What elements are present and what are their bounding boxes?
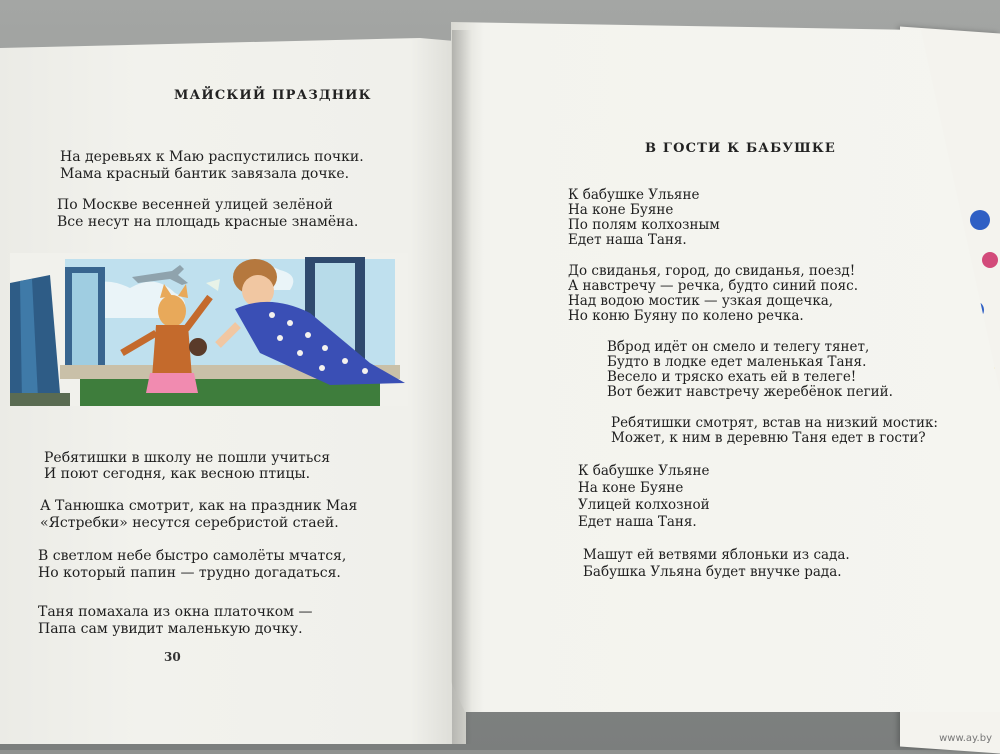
window-scene-illustration (10, 253, 408, 406)
right-page-title: В ГОСТИ К БАБУШКЕ (645, 141, 836, 156)
watermark: www.ay.by (939, 733, 992, 744)
right-verse-line: Улицей колхозной (578, 497, 710, 513)
right-verse-line: А навстречу — речка, будто синий пояс. (568, 278, 859, 294)
page-number: 30 (164, 650, 181, 664)
right-verse-line: К бабушке Ульяне (568, 187, 700, 203)
right-verse-line: Будто в лодке едет маленькая Таня. (607, 354, 867, 370)
left-verse-line: В светлом небе быстро самолёты мчатся, (38, 548, 347, 564)
left-verse-line: Мама красный бантик завязала дочке. (60, 166, 350, 182)
right-verse-line: Ребятишки смотрят, встав на низкий мостик: (611, 415, 938, 431)
left-verse-line: По Москве весенней улицей зелёной (57, 197, 333, 213)
left-verse-line: И поют сегодня, как весною птицы. (44, 466, 311, 482)
right-verse-line: Весело и тряско ехать ей в телеге! (607, 369, 857, 385)
right-verse-line: Бабушка Ульяна будет внучке рада. (583, 564, 842, 580)
right-verse-line: Над водою мостик — узкая дощечка, (568, 293, 834, 309)
right-verse-line: Машут ей ветвями яблоньки из сада. (583, 547, 850, 563)
right-verse-line: Но коню Буяну по колено речка. (568, 308, 804, 324)
right-verse-line: Может, к ним в деревню Таня едет в гости? (611, 430, 926, 446)
right-verse-line: Вот бежит навстречу жеребёнок пегий. (607, 384, 893, 400)
left-verse-line: «Ястребки» несутся серебристой стаей. (40, 515, 339, 531)
right-verse-line: На коне Буяне (578, 480, 684, 496)
right-verse-line: Едет наша Таня. (568, 232, 687, 248)
left-verse-line: Все несут на площадь красные знамёна. (57, 214, 359, 230)
left-verse-line: Папа сам увидит маленькую дочку. (38, 621, 303, 637)
left-verse-line: Ребятишки в школу не пошли учиться (44, 450, 331, 466)
right-verse-line: До свиданья, город, до свиданья, поезд! (568, 263, 856, 279)
left-page-title: МАЙСКИЙ ПРАЗДНИК (174, 88, 372, 103)
left-verse-line: Таня помахала из окна платочком — (38, 604, 313, 620)
right-verse-line: На коне Буяне (568, 202, 674, 218)
right-verse-line: Едет наша Таня. (578, 514, 697, 530)
right-verse-line: Вброд идёт он смело и телегу тянет, (607, 339, 870, 355)
left-verse-line: Но который папин — трудно догадаться. (38, 565, 341, 581)
left-verse-line: А Танюшка смотрит, как на праздник Мая (40, 498, 358, 514)
right-verse-line: По полям колхозным (568, 217, 720, 233)
left-verse-line: На деревьях к Маю распустились почки. (60, 149, 364, 165)
book-gutter-shadow (452, 30, 472, 744)
right-verse-line: К бабушке Ульяне (578, 463, 710, 479)
